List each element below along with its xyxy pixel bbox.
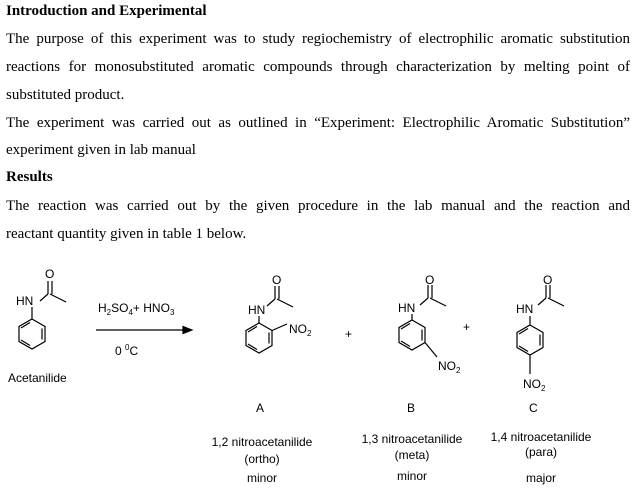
product-c-yield: major [525,471,557,485]
intro-heading: Introduction and Experimental [6,3,207,19]
product-b-yield: minor [396,469,428,483]
product-c-letter: C [529,401,538,415]
reaction-arrow [96,327,192,334]
product-b-letter: B [407,401,416,415]
product-b-o-label: O [425,273,435,287]
product-a-nitro-label: $NO_2$ [289,322,312,338]
intro-line-5: experiment given in lab manual [6,142,196,158]
product-b-name: 1,3 nitroacetanilide [361,432,463,446]
temperature-label: 0 $^0$C [115,343,139,358]
plus-sign-2: + [463,320,471,334]
product-c-hn-label: HN [516,302,534,316]
product-c-structure [517,285,564,374]
product-c-o-label: O [543,273,553,287]
intro-line-3: substituted product. [6,87,125,103]
product-a-structure [246,286,293,353]
results-line-2: reactant quantity given in table 1 below. [6,226,247,242]
product-a-hn-label: HN [248,303,266,317]
acetanilide-hn-label: HN [16,294,34,308]
product-b-isomer: (meta) [394,448,430,462]
product-c-name: 1,4 nitroacetanilide [490,430,592,444]
results-heading: Results [6,169,53,185]
acetanilide-o-label: O [45,267,55,281]
acetanilide-structure [19,281,66,349]
intro-line-2: reactions for monosubstituted aromatic compounds through characterization by melting point of [6,59,630,75]
product-a-name: 1,2 nitroacetanilide [211,435,313,449]
acetanilide-name: Acetanilide [8,371,67,385]
product-a-o-label: O [272,273,282,287]
product-c-nitro-label: $NO_2$ [523,377,546,393]
plus-sign-1: + [345,327,353,341]
product-a-yield: minor [246,471,278,485]
product-b-nitro-label: $NO_2$ [438,359,461,375]
intro-line-4: The experiment was carried out as outlined in “Experiment: Electrophilic Aromatic Substitution” [6,115,630,131]
reagents-label: $H_2SO_4+ HNO_3$ [98,301,175,317]
intro-line-1: The purpose of this experiment was to study regiochemistry of electrophilic aromatic substitution [6,31,630,47]
product-c-isomer: (para) [524,445,558,459]
product-a-letter: A [256,401,265,415]
product-b-structure [399,285,446,357]
product-b-hn-label: HN [398,301,416,315]
product-a-isomer: (ortho) [244,452,280,466]
results-line-1: The reaction was carried out by the given procedure in the lab manual and the reaction and [6,198,630,214]
